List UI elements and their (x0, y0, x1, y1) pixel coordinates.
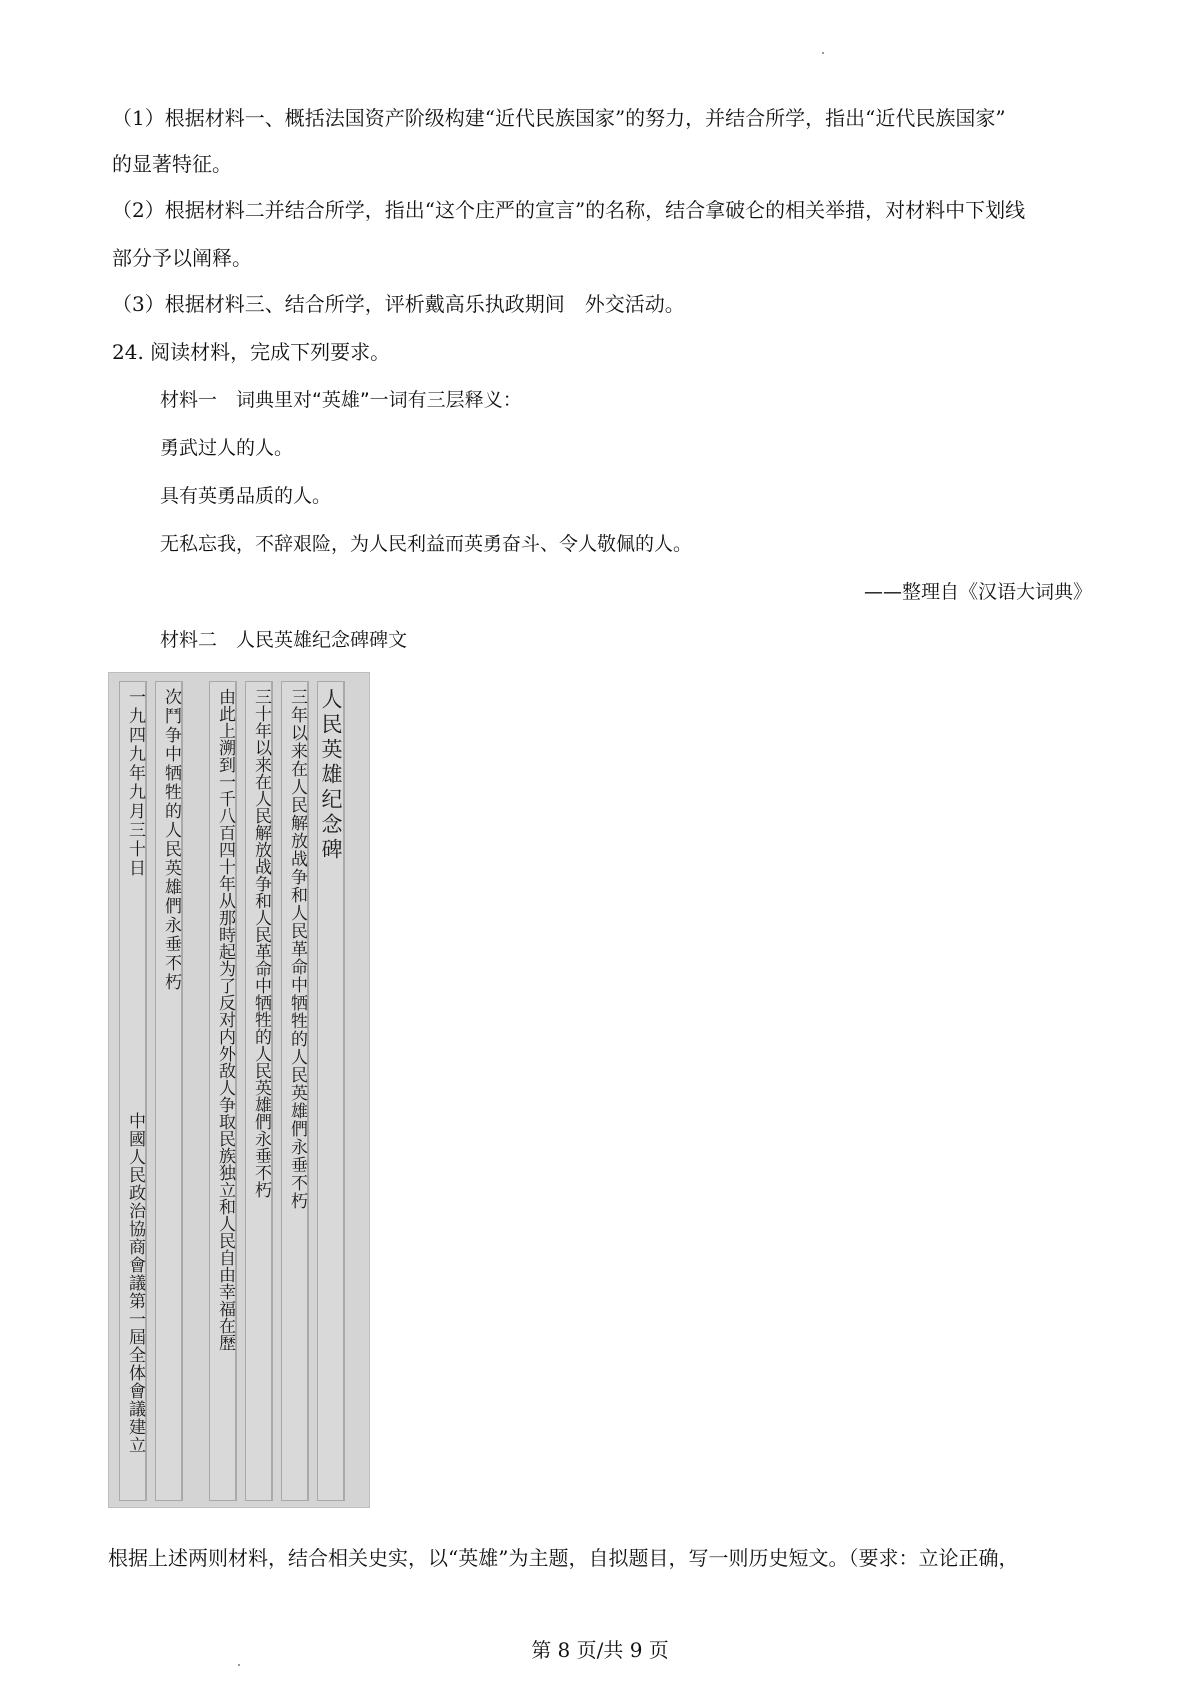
definition-1: 勇武过人的人。 (160, 437, 294, 459)
inscription-column-1 (281, 681, 309, 1501)
question-2-line-2: 部分予以阐释。 (112, 246, 252, 270)
inscription-column-5 (119, 681, 147, 1501)
question-2-line-1: （2）根据材料二并结合所学，指出“这个庄严的宣言”的名称，结合拿破仑的相关举措，对材料中下划线 (112, 198, 1026, 222)
material-1-heading: 材料一 词典里对“英雄”一词有三层释义： (160, 389, 522, 411)
inscription-text-2: 三十年以来在人民解放战争和人民革命中牺牲的人民英雄們永垂不朽 (251, 688, 271, 1198)
question-3: （3）根据材料三、结合所学，评析戴高乐执政期间 外交活动。 (112, 292, 685, 316)
question-1-line-2: 的显著特征。 (112, 152, 232, 176)
inscription-column-4 (155, 681, 183, 1501)
definition-3: 无私忘我，不辞艰险，为人民利益而英勇奋斗、令人敬佩的人。 (160, 533, 693, 555)
inscription-text-1: 三年以来在人民解放战争和人民革命中牺牲的人民英雄們永垂不朽 (287, 688, 307, 1210)
inscription-text-3: 由此上溯到一千八百四十年从那時起为了反对内外敌人争取民族独立和人民自由幸福在歷 (215, 688, 235, 1351)
inscription-column-title (317, 681, 345, 1501)
material-2-heading: 材料二 人民英雄纪念碑碑文 (160, 629, 408, 651)
inscription-title: 人民英雄纪念碑 (319, 688, 343, 863)
page-number: 第 8 页/共 9 页 (531, 1638, 669, 1662)
scan-speck (822, 52, 824, 54)
inscription-text-4: 次鬥争中牺牲的人民英雄們永垂不朽 (161, 688, 181, 992)
question-24-header: 24. 阅读材料，完成下列要求。 (112, 340, 391, 364)
inscription-column-2 (245, 681, 273, 1501)
inscription-date: 一九四九年九月三十日 (125, 688, 145, 878)
inscription-signature: 中國人民政治協商會議第一屆全体會議建立 (125, 1112, 145, 1454)
monument-inscription-image (108, 672, 370, 1508)
definition-2: 具有英勇品质的人。 (160, 485, 332, 507)
question-1-line-1: （1）根据材料一、概括法国资产阶级构建“近代民族国家”的努力，并结合所学，指出“近代民族国家” (112, 106, 1006, 130)
material-1-source: ——整理自《汉语大词典》 (863, 581, 1092, 603)
writing-prompt: 根据上述两则材料，结合相关史实，以“英雄”为主题，自拟题目，写一则历史短文。（要求：立论正确， (108, 1546, 1019, 1570)
scan-speck (238, 1664, 240, 1666)
inscription-column-3 (209, 681, 237, 1501)
